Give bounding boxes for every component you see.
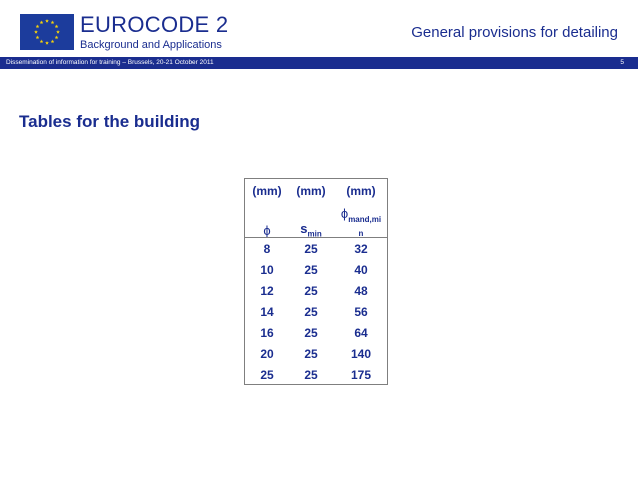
slide-heading: Tables for the building — [19, 112, 201, 131]
flag-star — [51, 40, 55, 44]
table-cell: 48 — [354, 284, 368, 298]
table-cell: 8 — [263, 242, 271, 256]
table-cell: 40 — [354, 263, 368, 277]
table-row — [245, 239, 387, 260]
table-cell: 25 — [304, 284, 318, 298]
table-cell: 56 — [354, 305, 368, 319]
table-body — [245, 239, 387, 386]
phimand-symbol: ϕ — [340, 206, 349, 221]
table-cell: 25 — [304, 305, 318, 319]
column-header-phi: ϕ — [263, 223, 271, 238]
brand-title: EUROCODE 2 — [80, 12, 229, 37]
table-cell: 25 — [304, 263, 318, 277]
info-band — [0, 57, 638, 69]
table-cell: 20 — [260, 347, 274, 361]
flag-star — [51, 20, 55, 24]
table-cell: 25 — [304, 368, 318, 382]
unit-label-phi: (mm) — [252, 184, 282, 198]
table-cell: 140 — [350, 347, 372, 361]
table-cell: 175 — [350, 368, 372, 382]
flag-star — [34, 30, 38, 34]
eu-flag-icon — [20, 14, 74, 50]
flag-star — [36, 36, 40, 40]
phimand-subscript-tail: n — [358, 229, 364, 238]
flag-star — [56, 30, 60, 34]
flag-star — [45, 19, 49, 23]
table-row — [245, 365, 387, 386]
table-row — [245, 302, 387, 323]
table-cell: 25 — [304, 347, 318, 361]
table-cell: 64 — [354, 326, 368, 340]
table-cell: 12 — [260, 284, 274, 298]
table-row — [245, 323, 387, 344]
phimand-subscript: mand,mi — [348, 215, 382, 225]
flag-star — [45, 41, 49, 45]
column-header-phimand — [333, 205, 389, 238]
column-header-smin — [289, 221, 333, 239]
section-title: General provisions for detailing — [411, 24, 618, 41]
table-cell: 10 — [260, 263, 274, 277]
table-cell: 32 — [354, 242, 368, 256]
smin-symbol: s — [300, 221, 308, 236]
table-cell: 14 — [260, 305, 274, 319]
header — [0, 0, 638, 58]
table-row — [245, 260, 387, 281]
page-number: 5 — [620, 59, 624, 66]
header-divider — [245, 237, 387, 238]
smin-subscript: min — [307, 229, 322, 239]
brand-subtitle: Background and Applications — [80, 39, 222, 51]
unit-label-phimand: (mm) — [346, 184, 376, 198]
table-cell: 25 — [260, 368, 274, 382]
flag-star — [55, 36, 59, 40]
flag-star — [36, 25, 40, 29]
table-row — [245, 344, 387, 365]
flag-star — [55, 25, 59, 29]
table-cell: 16 — [260, 326, 274, 340]
table-cell: 25 — [304, 326, 318, 340]
event-info: Dissemination of information for training – Brussels, 20-21 October 2011 — [6, 59, 214, 66]
unit-label-smin: (mm) — [296, 184, 326, 198]
flag-star — [40, 20, 44, 24]
table-row — [245, 281, 387, 302]
spacing-table — [244, 178, 388, 385]
table-cell: 25 — [304, 242, 318, 256]
flag-star — [40, 40, 44, 44]
